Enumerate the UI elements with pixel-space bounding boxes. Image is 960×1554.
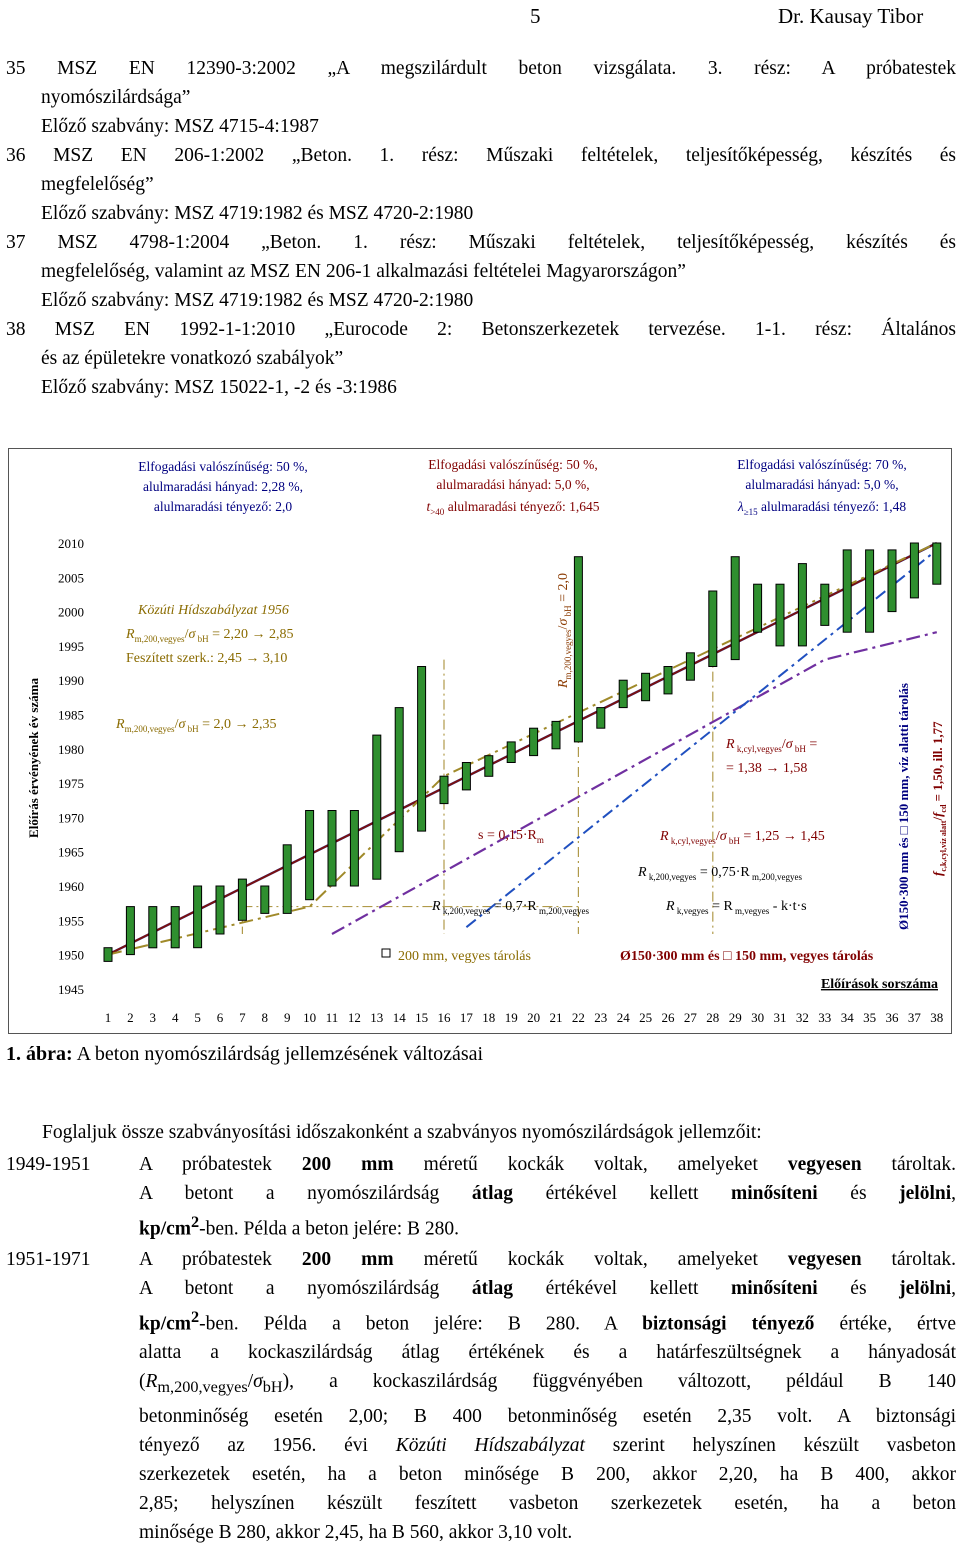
x-tick-label: 17: [459, 1010, 473, 1025]
period-label: 1949-1951: [6, 1154, 91, 1175]
label-acceptance-70: [737, 457, 907, 517]
svg-text:Feszített szerk.: 2,45 → 3,10: Feszített szerk.: 2,45 → 3,10: [126, 651, 288, 666]
y-tick-label: 1975: [58, 776, 84, 792]
period-1949-1951: [6, 1150, 956, 1244]
svg-text:Rm,200,vegyes/σ bH = 2,20 → 2,: $R_{m,200,vegyes}/\sigma$ $_{bH}$ = 2,20 → 2,85: [126, 627, 294, 644]
x-tick-label: 25: [639, 1010, 653, 1025]
reference-number: 38: [6, 319, 26, 340]
svg-text:= 1,38 → 1,58: = 1,38 → 1,58: [726, 761, 808, 776]
x-tick-label: 12: [347, 1010, 361, 1025]
reference-item: [6, 315, 956, 402]
bar: [216, 886, 224, 934]
y-tick-label: 1970: [58, 810, 84, 826]
y-tick-label: 1995: [58, 638, 84, 654]
bar: [418, 667, 426, 832]
bar: [485, 756, 493, 777]
x-axis-label: Előírások sorszáma: [820, 977, 938, 992]
bar: [642, 673, 650, 700]
x-tick-label: 26: [661, 1010, 675, 1025]
x-tick-label: 32: [795, 1010, 809, 1025]
reference-title-line1: MSZ EN 1992-1-1:2010 „Eurocode 2: Betonszerkezetek tervezése. 1-1. rész: Általános: [54, 319, 956, 340]
bar: [776, 584, 784, 646]
y-tick-label: 2005: [58, 570, 84, 586]
x-tick-label: 10: [303, 1010, 317, 1025]
x-tick-label: 8: [261, 1010, 269, 1025]
bar: [149, 907, 157, 948]
x-tick-label: 2: [127, 1010, 134, 1025]
reference-title-line1: MSZ EN 12390-3:2002 „A megszilárdult beton vizsgálata. 3. rész: A próbatestek: [57, 58, 956, 79]
reference-number: 37: [6, 232, 26, 253]
bar: [306, 811, 314, 900]
x-tick-label: 19: [504, 1010, 518, 1025]
page-number: 5: [530, 4, 541, 28]
bar: [440, 776, 448, 803]
bar: [933, 543, 941, 584]
svg-text:alulmaradási hányad: 5,0 %,: alulmaradási hányad: 5,0 %,: [436, 477, 590, 492]
x-tick-label: 23: [594, 1010, 608, 1025]
bar: [283, 845, 291, 914]
running-header-author: Dr. Kausay Tibor: [778, 4, 924, 28]
x-tick-label: 5: [194, 1010, 201, 1025]
x-tick-label: 29: [728, 1010, 742, 1025]
svg-text:Elfogadási valószínűség: 50 %,: Elfogadási valószínűség: 50 %,: [138, 459, 308, 474]
x-tick-label: 14: [392, 1010, 406, 1025]
annotation-s-formula: [478, 828, 544, 845]
y-tick-label: 1990: [58, 673, 84, 689]
reference-title-line2: nyomószilárdsága”: [41, 87, 191, 108]
x-tick-label: 35: [863, 1010, 877, 1025]
svg-text:R k,vegyes = R m,vegyes - k·t·: R $_{k,vegyes}$ = R $_{m,vegyes}$ - k·t·s: [666, 899, 807, 916]
bar: [552, 721, 560, 748]
bar: [126, 907, 134, 955]
y-tick-label: 1980: [58, 741, 84, 757]
x-tick-label: 16: [437, 1010, 451, 1025]
intro-paragraph: Foglaljuk össze szabványosítási időszakonként a szabványos nyomószilárdságok jellemzőit:: [42, 1122, 762, 1143]
reference-item: [6, 228, 956, 315]
y-tick-label: 1950: [58, 947, 84, 963]
svg-text:s = 0,15·Rm: $s = 0,15\cdot R_m$: [478, 828, 544, 845]
y-tick-label: 1985: [58, 707, 84, 723]
svg-text:Rm,200,vegyes/σ bH = 2,0 → 2,3: $R_{m,200,vegyes}/\sigma$ $_{bH}$ = 2,0 → 2,35: [116, 717, 277, 734]
bar: [866, 550, 874, 632]
svg-text:Elfogadási valószínűség: 70 %,: Elfogadási valószínűség: 70 %,: [737, 457, 907, 472]
reference-item: [6, 54, 956, 141]
svg-text:R k,cyl,vegyes/σ bH = 1,25 → 1: R $_{k,cyl,vegyes}$/σ $_{bH}$ = 1,25 → 1,45: [660, 829, 825, 846]
legend-150mm: [620, 949, 874, 964]
bar: [395, 708, 403, 852]
bar: [261, 886, 269, 913]
y-tick-label: 1945: [58, 981, 84, 997]
figure-caption-text: A beton nyomószilárdság jellemzésének változásai: [76, 1043, 484, 1065]
x-tick-label: 1: [104, 1010, 112, 1025]
bar: [843, 550, 851, 632]
reference-title-line2: megfelelőség, valamint az MSZ EN 206-1 alkalmazási feltételei Magyarországon”: [41, 261, 686, 282]
x-tick-label: 22: [571, 1010, 585, 1025]
x-tick-label: 31: [773, 1010, 787, 1025]
bar: [709, 591, 717, 667]
x-tick-label: 36: [885, 1010, 899, 1025]
reference-previous-standard: Előző szabvány: MSZ 15022-1, -2 és -3:1986: [41, 377, 397, 398]
x-tick-label: 27: [683, 1010, 697, 1025]
label-acceptance-50-50: [426, 457, 599, 517]
svg-text:alulmaradási hányad: 5,0 %,: alulmaradási hányad: 5,0 %,: [745, 477, 899, 492]
x-tick-label: 30: [751, 1010, 765, 1025]
reference-item: [6, 141, 956, 228]
bar: [597, 708, 605, 729]
svg-text:Közúti Hídszabályzat 1956: Közúti Hídszabályzat 1956: [138, 603, 289, 618]
svg-text:R k,200,vegyes = 0,7·R m,200,v: R $_{k,200,vegyes}$ = 0,7·R $_{m,200,vegyes}$: [432, 899, 589, 916]
bar: [798, 564, 806, 646]
x-tick-label: 15: [415, 1010, 429, 1025]
svg-text:R k,200,vegyes = 0,75·R m,200,: R $_{k,200,vegyes}$ = 0,75·R $_{m,200,vegyes}$: [638, 865, 802, 882]
svg-text:fc,k,cyl,víz alatt/fcd = 1,50,: $f_{c,k,cyl,víz alatt}/f_{cd} = 1,50$, ill. 1,77: [930, 721, 948, 876]
bar: [574, 557, 582, 742]
bar: [888, 550, 896, 612]
svg-text:t>40 alulmaradási tényező: 1,6: $t_{>40}$ alulmaradási tényező: 1,645: [426, 499, 600, 517]
x-tick-label: 4: [171, 1010, 179, 1025]
figure-caption-label: 1. ábra:: [6, 1043, 73, 1065]
period-text: A próbatestek 200 mm méretű kockák voltak, amelyeket vegyesen tároltak. A betont a nyomószilárdság átlag értékével kellett minősíteni és jelölni, $kp/cm^2$-ben. Példa a beton jelére: B 280. A biztonsági tényező értéke, értve alatta a kockaszilárdság átlag értékének és a határfeszültségnek a hányadosát $(R_{m,200,vegyes}/\sigma_{bH})$, a kockaszilárdság függvényében változott, például B 140 betonminőség esetén 2,00; B 400 betonminőség esetén 2,35 volt. A biztonsági tényező az 1956. évi Közúti Hídszabályzat szerint helyszínen készült vasbeton szerkezetek esetén, ha a beton minősége B 200, akkor 2,20, ha B 400, akkor 2,85; helyszínen készült feszített vasbeton szerkezetek esetén, ha a beton minősége B 280, akkor 2,45, ha B 560, akkor 3,10 volt.: [139, 1248, 957, 1543]
bar: [619, 680, 627, 707]
bar: [530, 728, 538, 755]
svg-text:alulmaradási hányad: 2,28 %,: alulmaradási hányad: 2,28 %,: [142, 479, 304, 494]
period-label: 1951-1971: [6, 1248, 91, 1270]
y-tick-label: 2000: [58, 604, 84, 620]
x-tick-label: 33: [818, 1010, 832, 1025]
reference-title-line1: MSZ 4798-1:2004 „Beton. 1. rész: Műszaki feltételek, teljesítőképesség, készítés és: [57, 232, 957, 253]
period-1951-1971: [6, 1245, 956, 1547]
bar: [238, 879, 246, 920]
y-tick-label: 1955: [58, 913, 84, 929]
bar: [171, 907, 179, 948]
y-axis-label: Előírás érvényének év száma: [26, 678, 41, 838]
svg-text:Elfogadási valószínűség: 50 %,: Elfogadási valószínűség: 50 %,: [428, 457, 598, 472]
reference-previous-standard: Előző szabvány: MSZ 4719:1982 és MSZ 4720-2:1980: [41, 203, 474, 224]
bar: [686, 653, 694, 680]
svg-text:Ø150·300 mm és □ 150 mm, víz a: Ø150·300 mm és □ 150 mm, víz alatti tárolás: [896, 683, 911, 930]
x-tick-label: 3: [149, 1010, 157, 1025]
bar: [462, 763, 470, 790]
svg-text:200 mm, vegyes tárolás: 200 mm, vegyes tárolás: [398, 949, 531, 964]
body-text: [6, 1118, 956, 1547]
x-tick-label: 28: [706, 1010, 720, 1025]
svg-text:alulmaradási tényező: 2,0: alulmaradási tényező: 2,0: [153, 499, 293, 514]
reference-title-line2: és az épületekre vonatkozó szabályok”: [41, 348, 344, 369]
x-tick-label: 11: [325, 1010, 339, 1025]
bar: [664, 667, 672, 694]
strength-history-chart: [8, 448, 952, 1034]
x-tick-label: 18: [482, 1010, 496, 1025]
x-tick-label: 20: [527, 1010, 541, 1025]
bar: [821, 584, 829, 625]
bar: [194, 886, 202, 948]
x-tick-label: 7: [239, 1010, 246, 1025]
label-acceptance-50-228: [138, 459, 307, 514]
x-tick-label: 38: [930, 1010, 944, 1025]
legend-square-icon: [382, 949, 390, 957]
bar: [328, 811, 336, 887]
x-tick-label: 9: [283, 1010, 291, 1025]
y-tick-label: 1965: [58, 844, 84, 860]
period-text: A próbatestek 200 mm méretű kockák voltak, amelyeket vegyesen tároltak. A betont a nyomószilárdság átlag értékével kellett minősíteni és jelölni, $kp/cm^2$-ben. Példa a beton jelére: B 280.: [139, 1154, 956, 1240]
x-tick-label: 37: [907, 1010, 921, 1025]
bar: [373, 735, 381, 879]
reference-number: 36: [6, 145, 26, 166]
reference-list: [6, 54, 956, 402]
x-tick-label: 21: [549, 1010, 563, 1025]
bar: [104, 948, 112, 962]
x-tick-label: 13: [370, 1010, 384, 1025]
legend-200mm: [382, 949, 531, 964]
svg-text:λ≥15 alulmaradási tényező: 1,4: $\lambda_{\ge 15}$ alulmaradási tényező: 1,48: [737, 499, 907, 517]
bar: [350, 811, 358, 887]
x-tick-label: 34: [840, 1010, 854, 1025]
svg-text:Rm,200,vegyes/σ bH = 2,0: $R_{m,200,vegyes}/\sigma$ $_{bH}$ = 2,0: [556, 572, 573, 688]
x-tick-label: 24: [616, 1010, 630, 1025]
reference-title-line1: MSZ EN 206-1:2002 „Beton. 1. rész: Műszaki feltételek, teljesítőképesség, készítés és: [53, 145, 957, 166]
bar: [731, 557, 739, 660]
y-tick-label: 2010: [58, 536, 84, 551]
bar: [754, 584, 762, 632]
svg-text:Ø150·300 mm és □ 150 mm, vegye: Ø150·300 mm és □ 150 mm, vegyes tárolás: [620, 949, 874, 964]
bar: [507, 742, 515, 763]
y-tick-label: 1960: [58, 879, 84, 894]
x-tick-label: 6: [216, 1010, 224, 1025]
bar: [910, 543, 918, 598]
reference-number: 35: [6, 58, 26, 79]
reference-previous-standard: Előző szabvány: MSZ 4719:1982 és MSZ 4720-2:1980: [41, 290, 474, 311]
annotation-underwater-storage: [896, 683, 911, 930]
svg-text:R k,cyl,vegyes/σ bH =: R $_{k,cyl,vegyes}$/σ $_{bH}$ =: [726, 737, 818, 754]
reference-previous-standard: Előző szabvány: MSZ 4715-4:1987: [41, 116, 319, 137]
reference-title-line2: megfelelőség”: [41, 174, 154, 195]
figure-caption: [6, 1043, 483, 1066]
annotation-kozuti-hidszabalyzat: [125, 603, 294, 666]
